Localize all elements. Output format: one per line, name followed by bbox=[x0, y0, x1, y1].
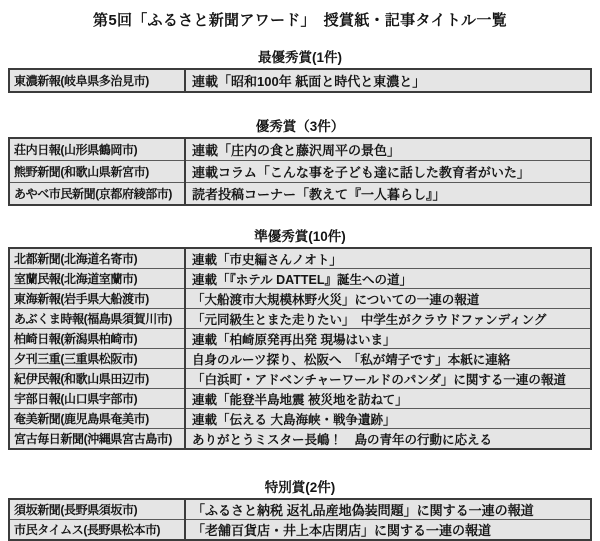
table-row bbox=[9, 429, 591, 450]
article-title-cell: 連載「昭和100年 紙面と時代と東濃と」 bbox=[185, 69, 591, 92]
article-title-cell: 連載「市史編さんノオト」 bbox=[185, 248, 591, 269]
award-table-grand-prize bbox=[8, 68, 592, 93]
table-body bbox=[9, 138, 591, 205]
newspaper-cell: 市民タイムス(長野県松本市) bbox=[9, 520, 185, 541]
section-heading-special-prize: 特別賞(2件) bbox=[264, 480, 336, 495]
table-body bbox=[9, 499, 591, 540]
article-title-cell: 自身のルーツ探り、松阪へ 「私が靖子です」本紙に連絡 bbox=[185, 349, 591, 369]
article-title-cell: 「大船渡市大規模林野火災」についての一連の報道 bbox=[185, 289, 591, 309]
newspaper-cell: あぶくま時報(福島県須賀川市) bbox=[9, 309, 185, 329]
newspaper-cell: 紀伊民報(和歌山県田辺市) bbox=[9, 369, 185, 389]
table-row bbox=[9, 409, 591, 429]
table-row bbox=[9, 499, 591, 520]
article-title-cell: 「ふるさと納税 返礼品産地偽装問題」に関する一連の報道 bbox=[185, 499, 591, 520]
table-row bbox=[9, 349, 591, 369]
newspaper-cell: 宮古毎日新聞(沖縄県宮古島市) bbox=[9, 429, 185, 450]
newspaper-cell: 須坂新聞(長野県須坂市) bbox=[9, 499, 185, 520]
table-row bbox=[9, 520, 591, 541]
article-title-cell: 連載コラム「こんな事を子ども達に話した教育者がいた」 bbox=[185, 161, 591, 183]
table-row bbox=[9, 161, 591, 183]
newspaper-cell: あやべ市民新聞(京都府綾部市) bbox=[9, 183, 185, 206]
newspaper-cell: 柏崎日報(新潟県柏崎市) bbox=[9, 329, 185, 349]
newspaper-cell: 東濃新報(岐阜県多治見市) bbox=[9, 69, 185, 92]
table-row bbox=[9, 248, 591, 269]
newspaper-cell: 北都新聞(北海道名寄市) bbox=[9, 248, 185, 269]
section-heading-semi-excellence-prize: 準優秀賞(10件) bbox=[254, 229, 346, 244]
table-body bbox=[9, 69, 591, 92]
article-title-cell: 「元同級生とまた走りたい」 中学生がクラウドファンディング bbox=[185, 309, 591, 329]
table-row bbox=[9, 183, 591, 206]
article-title-cell: 連載「能登半島地震 被災地を訪ねて」 bbox=[185, 389, 591, 409]
newspaper-cell: 夕刊三重(三重県松阪市) bbox=[9, 349, 185, 369]
article-title-cell: 連載「伝える 大島海峡・戦争遺跡」 bbox=[185, 409, 591, 429]
table-row bbox=[9, 389, 591, 409]
award-table-semi-excellence-prize bbox=[8, 247, 592, 450]
page-title: 第5回「ふるさと新聞アワード」 授賞紙・記事タイトル一覧 bbox=[93, 12, 507, 29]
table-row bbox=[9, 289, 591, 309]
table-row bbox=[9, 329, 591, 349]
award-table-special-prize bbox=[8, 498, 592, 541]
table-row bbox=[9, 69, 591, 92]
section-semi-excellence-prize bbox=[0, 225, 600, 450]
newspaper-cell: 荘内日報(山形県鶴岡市) bbox=[9, 138, 185, 161]
article-title-cell: 連載「『ホテル DATTEL』誕生への道」 bbox=[185, 269, 591, 289]
article-title-cell: ありがとうミスター長嶋！ 島の青年の行動に応える bbox=[185, 429, 591, 450]
section-heading-excellence-prize: 優秀賞（3件） bbox=[255, 119, 345, 134]
table-row bbox=[9, 269, 591, 289]
table-body bbox=[9, 248, 591, 449]
article-title-cell: 連載「柏崎原発再出発 現場はいま」 bbox=[185, 329, 591, 349]
newspaper-cell: 室蘭民報(北海道室蘭市) bbox=[9, 269, 185, 289]
newspaper-cell: 東海新報(岩手県大船渡市) bbox=[9, 289, 185, 309]
section-heading-grand-prize: 最優秀賞(1件) bbox=[258, 50, 342, 65]
table-row bbox=[9, 369, 591, 389]
newspaper-cell: 熊野新聞(和歌山県新宮市) bbox=[9, 161, 185, 183]
article-title-cell: 「老舗百貨店・井上本店閉店」に関する一連の報道 bbox=[185, 520, 591, 541]
table-row bbox=[9, 309, 591, 329]
article-title-cell: 連載「庄内の食と藤沢周平の景色」 bbox=[185, 138, 591, 161]
article-title-cell: 「白浜町・アドベンチャーワールドのパンダ」に関する一連の報道 bbox=[185, 369, 591, 389]
section-grand-prize bbox=[0, 46, 600, 93]
table-row bbox=[9, 138, 591, 161]
section-special-prize bbox=[0, 476, 600, 541]
section-excellence-prize bbox=[0, 115, 600, 206]
award-table-excellence-prize bbox=[8, 137, 592, 206]
newspaper-cell: 宇部日報(山口県宇部市) bbox=[9, 389, 185, 409]
newspaper-cell: 奄美新聞(鹿児島県奄美市) bbox=[9, 409, 185, 429]
article-title-cell: 読者投稿コーナー「教えて『一人暮らし』」 bbox=[185, 183, 591, 206]
